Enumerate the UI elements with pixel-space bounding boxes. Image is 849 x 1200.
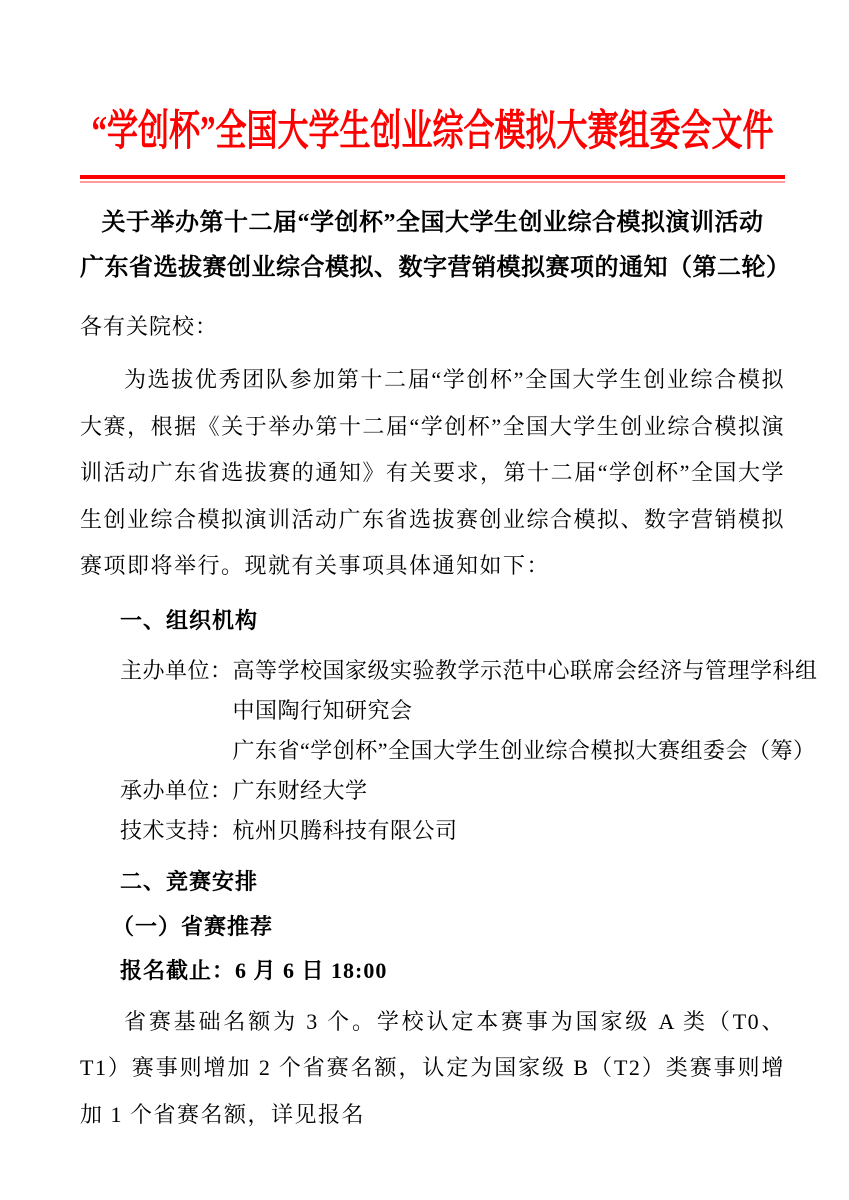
tech-support-line: 技术支持：杭州贝腾科技有限公司 xyxy=(120,817,458,843)
red-rule-thin-line xyxy=(80,181,785,183)
salutation: 各有关院校： xyxy=(80,314,219,339)
document-title-line2: 广东省选拔赛创业综合模拟、数字营销模拟赛项的通知（第二轮） xyxy=(80,255,791,281)
host-organizer-label: 主办单位： xyxy=(120,657,233,683)
banner-title-row xyxy=(80,104,785,155)
organization-block xyxy=(120,651,818,851)
quota-paragraph: 省赛基础名额为 3 个。学校认定本赛事为国家级 A 类（T0、T1）赛事则增加 2 个省赛名额，认定为国家级 B（T2）类赛事则增加 1 个省赛名额，详见报名 xyxy=(80,1008,785,1127)
document-title-line1: 关于举办第十二届“学创杯”全国大学生创业综合模拟演训活动 xyxy=(101,210,764,236)
host-organizer-line-2: 中国陶行知研究会 xyxy=(232,697,413,723)
section-2-heading: 二、竞赛安排 xyxy=(120,868,259,894)
section-2-subheading: （一）省赛推荐 xyxy=(112,913,274,939)
banner-title: “学创杯”全国大学生创业综合模拟大赛组委会文件 xyxy=(91,106,774,155)
undertaker-line: 承办单位：广东财经大学 xyxy=(120,777,368,803)
host-organizer-line-1: 高等学校国家级实验教学示范中心联席会经济与管理学科组 xyxy=(232,657,818,683)
host-organizer-list xyxy=(233,651,818,771)
document-title xyxy=(80,201,791,291)
registration-deadline-line: 报名截止：6 月 6 日 18:00 xyxy=(120,957,388,983)
intro-paragraph: 为选拔优秀团队参加第十二届“学创杯”全国大学生创业综合模拟大赛，根据《关于举办第十二届“学创杯”全国大学生创业综合模拟演训活动广东省选拔赛的通知》有关要求，第十二届“学创杯”全国大学生创业综合模拟演训活动广东省选拔赛创业综合模拟、数字营销模拟赛项即将举行。现就有关事项具体通知如下： xyxy=(80,367,786,578)
host-organizer-row xyxy=(120,651,818,771)
section-1-heading: 一、组织机构 xyxy=(120,607,259,633)
red-rule-thick-line xyxy=(80,175,785,179)
host-organizer-line-3: 广东省“学创杯”全国大学生创业综合模拟大赛组委会（筹） xyxy=(232,737,816,763)
red-divider-rule xyxy=(80,175,785,183)
